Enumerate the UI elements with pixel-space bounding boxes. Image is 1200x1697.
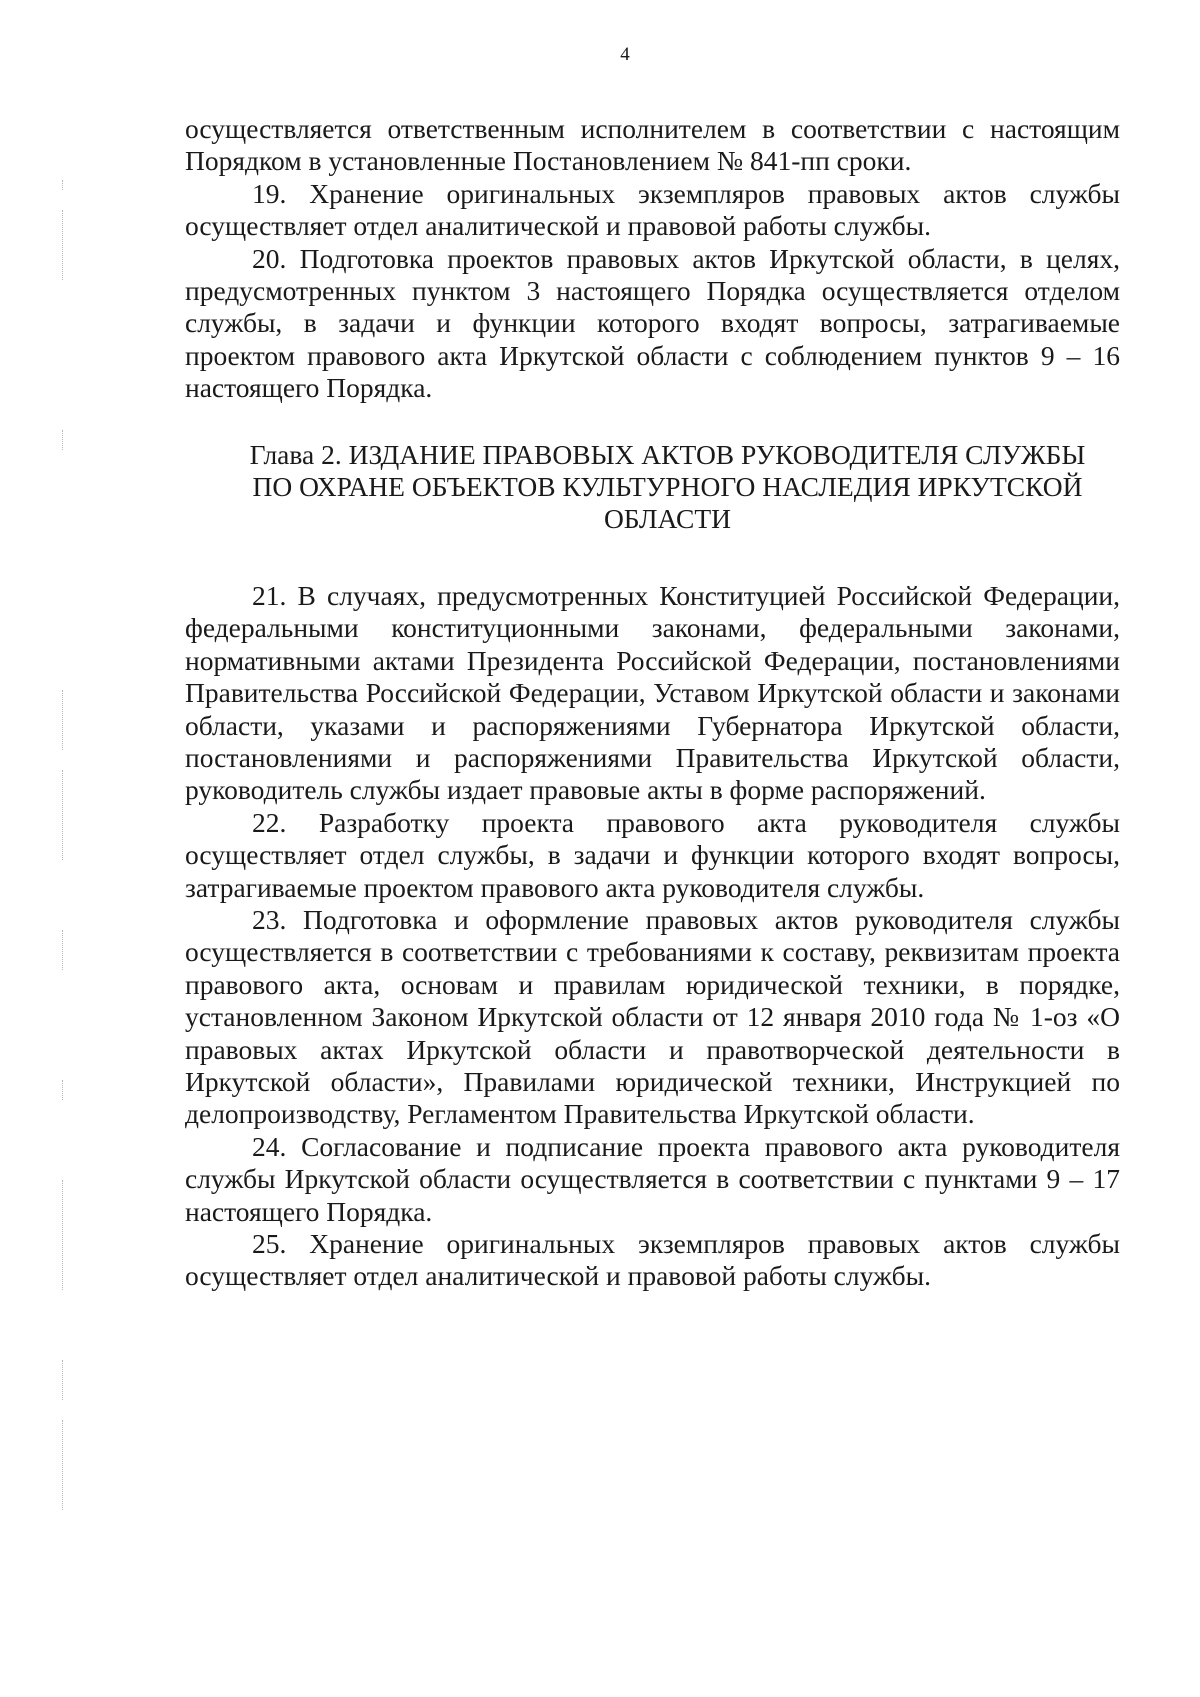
- paragraph-20: 20. Подготовка проектов правовых актов Иркутской области, в целях, предусмотренных пунктом 3 настоящего Порядка осуществляется отделом службы, в задачи и функции которого входят вопросы, затрагиваемые проектом правового акта Иркутской области с соблюдением пунктов 9 – 16 настоящего Порядка.: [185, 242, 1120, 404]
- paragraph-25: 25. Хранение оригинальных экземпляров правовых актов службы осуществляет отдел аналитической и правовой работы службы.: [185, 1228, 1120, 1292]
- paragraph-continuation: осуществляется ответственным исполнителем в соответствии с настоящим Порядком в установленные Постановлением № 841-пп сроки.: [185, 113, 1120, 177]
- scan-margin-marks: [62, 180, 82, 1630]
- paragraph-19: 19. Хранение оригинальных экземпляров правовых актов службы осуществляет отдел аналитической и правовой работы службы.: [185, 177, 1120, 242]
- page-number: 4: [620, 44, 630, 65]
- chapter-heading-line-3: ОБЛАСТИ: [603, 503, 732, 535]
- chapter-heading-line-2: ПО ОХРАНЕ ОБЪЕКТОВ КУЛЬТУРНОГО НАСЛЕДИЯ ИРКУТСКОЙ: [252, 471, 1083, 503]
- paragraph-22: 22. Разработку проекта правового акта руководителя службы осуществляет отдел службы, в задачи и функции которого входят вопросы, затрагиваемые проектом правового акта руководителя службы.: [185, 806, 1120, 903]
- paragraph-24: 24. Согласование и подписание проекта правового акта руководителя службы Иркутской области осуществляется в соответствии с пунктами 9 – 17 настоящего Порядка.: [185, 1130, 1120, 1227]
- paragraph-21: 21. В случаях, предусмотренных Конституцией Российской Федерации, федеральными конституционными законами, федеральными законами, нормативными актами Президента Российской Федерации, постановлениями Правительства Российской Федерации, Уставом Иркутской области и законами области, указами и распоряжениями Губернатора Иркутской области, постановлениями и распоряжениями Правительства Иркутской области, руководитель службы издает правовые акты в форме распоряжений.: [185, 579, 1120, 806]
- paragraph-23: 23. Подготовка и оформление правовых актов руководителя службы осуществляется в соответствии с требованиями к составу, реквизитам проекта правового акта, основам и правилам юридической техники, в порядке, установленном Законом Иркутской области от 12 января 2010 года № 1-оз «О правовых актах Иркутской области и правотворческой деятельности в Иркутской области», Правилами юридической техники, Инструкцией по делопроизводству, Регламентом Правительства Иркутской области.: [185, 903, 1120, 1130]
- chapter-heading-line-1: Глава 2. ИЗДАНИЕ ПРАВОВЫХ АКТОВ РУКОВОДИТЕЛЯ СЛУЖБЫ: [249, 438, 1086, 470]
- document-body: [185, 113, 1120, 1293]
- chapter-2-heading: [185, 439, 1120, 536]
